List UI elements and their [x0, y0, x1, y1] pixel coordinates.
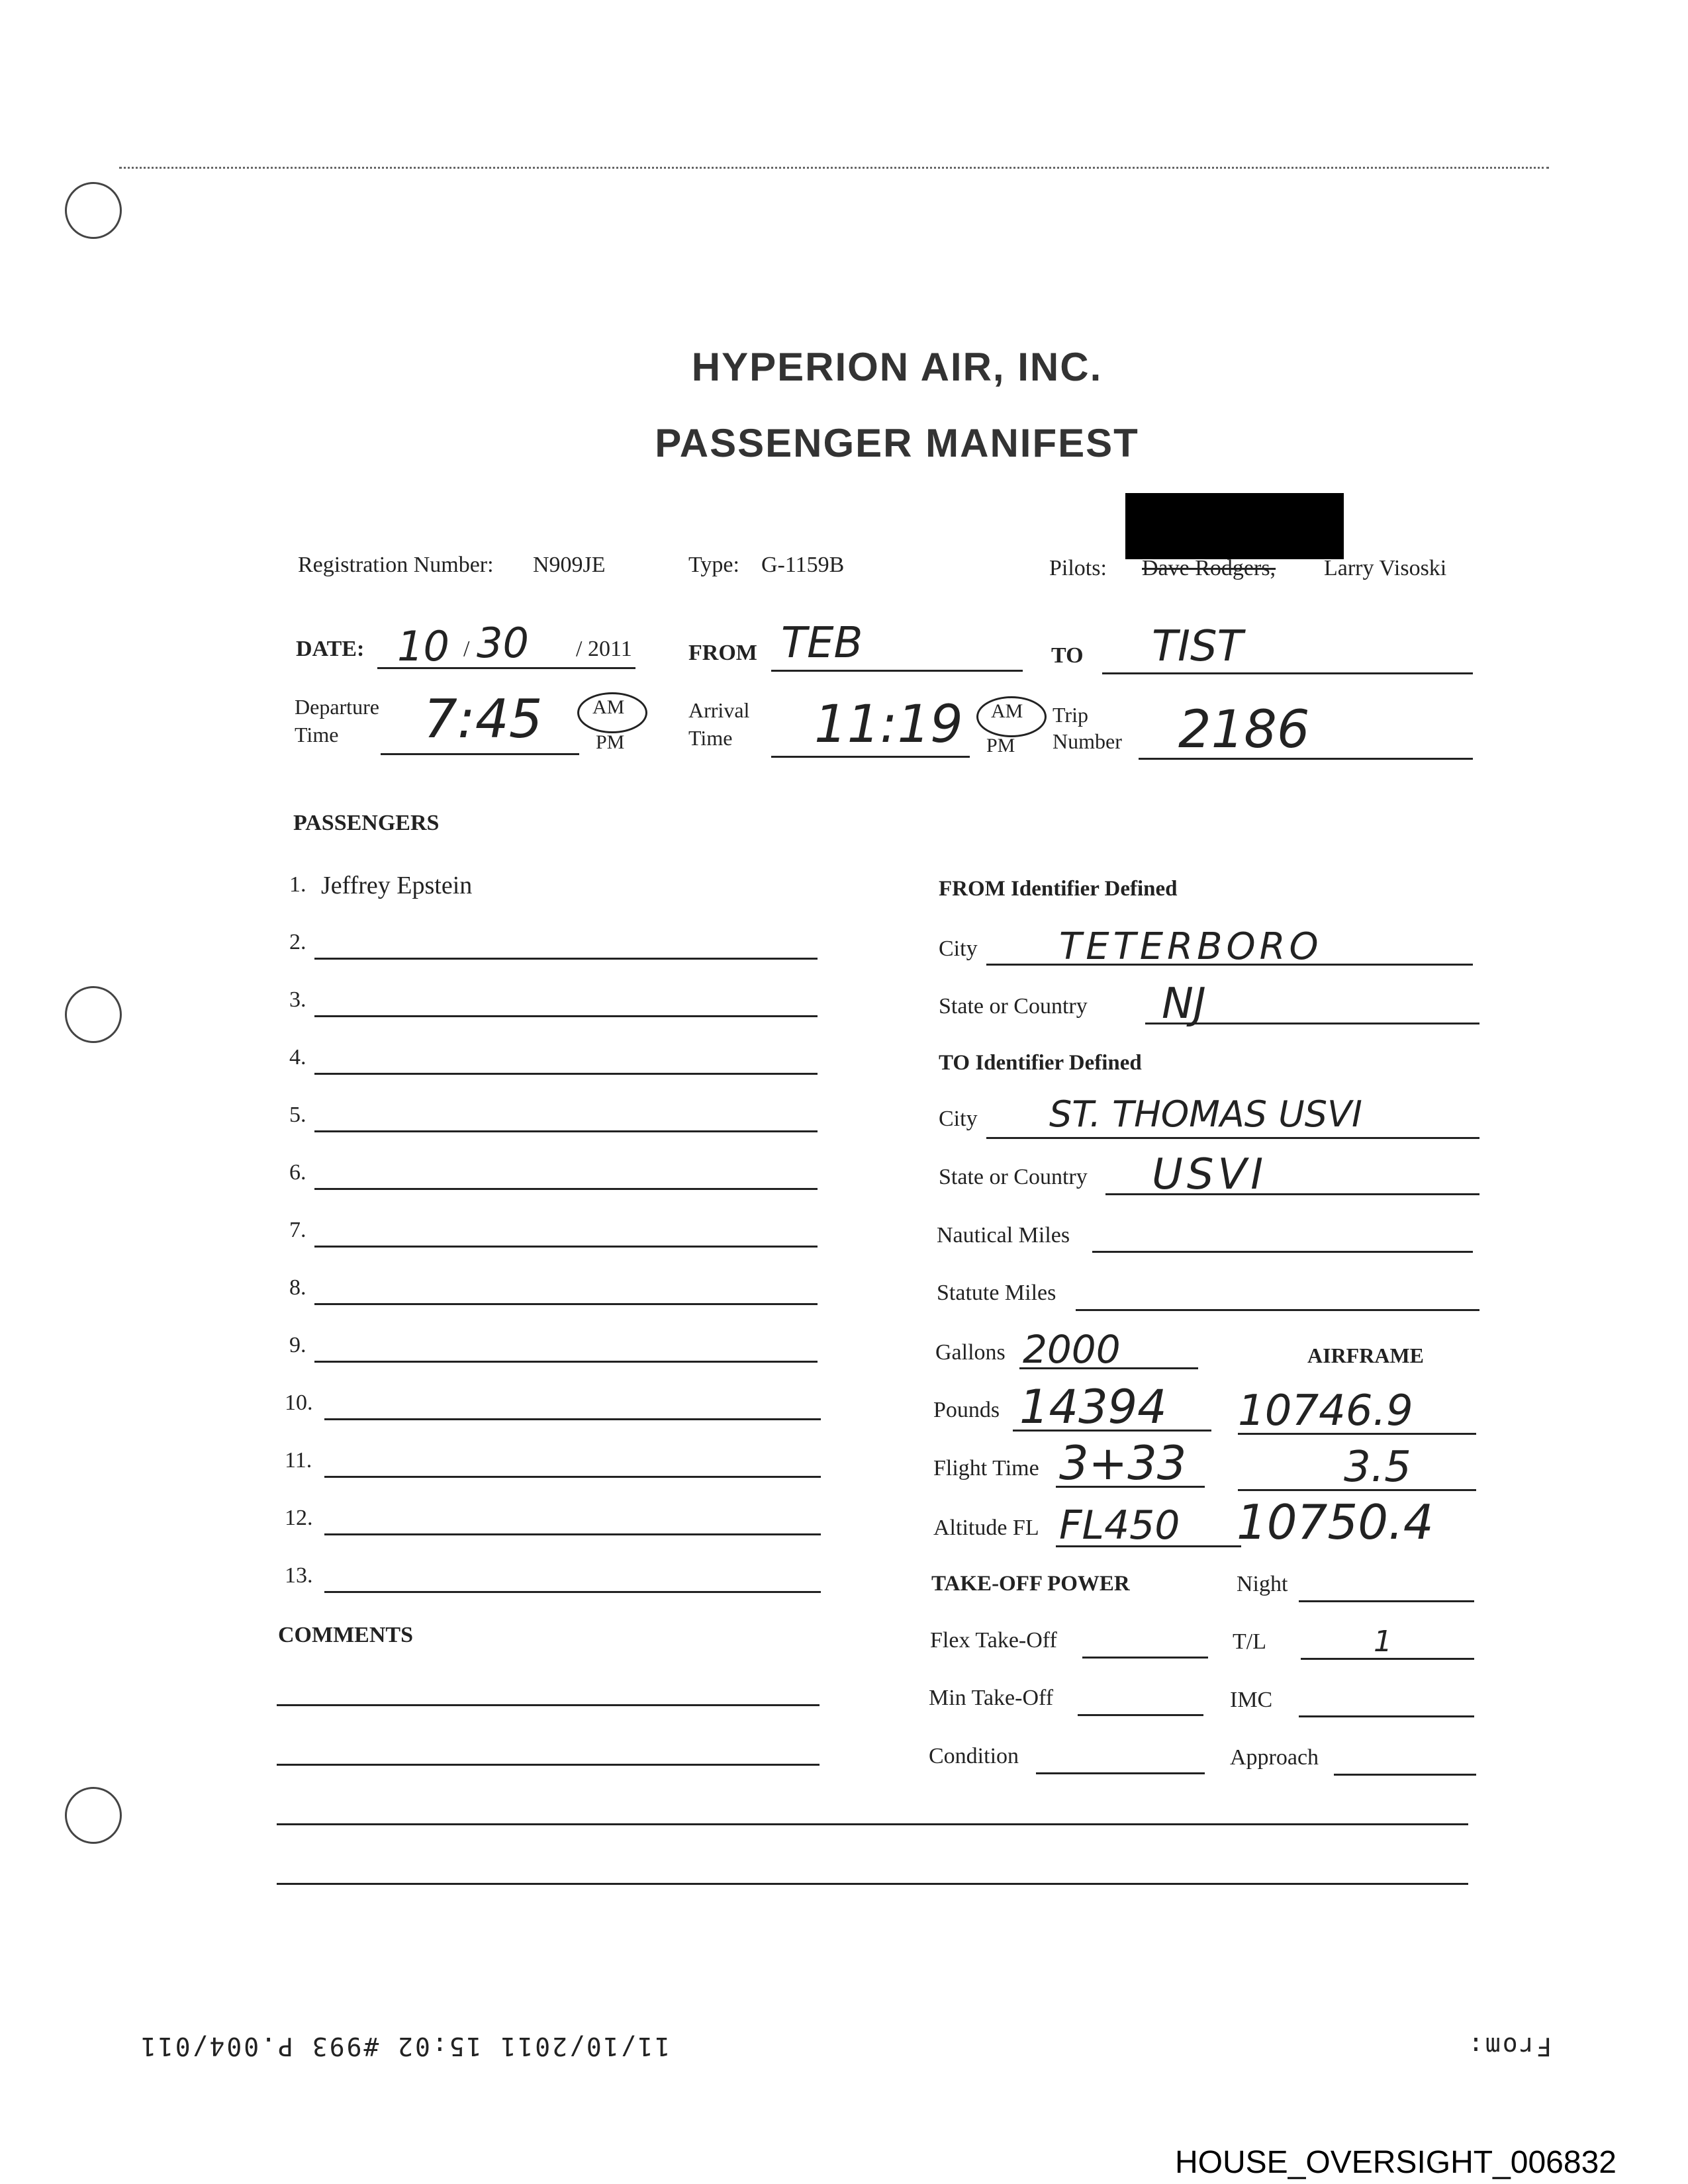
punch-hole-middle: [65, 986, 122, 1043]
passenger-number: 3.: [289, 987, 306, 1012]
arrival-am: AM: [991, 700, 1023, 722]
from-line: [771, 670, 1023, 672]
imc-line: [1299, 1715, 1474, 1717]
takeoff-power-heading: TAKE-OFF POWER: [931, 1572, 1130, 1596]
altitude-airframe: 10750.4: [1237, 1494, 1434, 1550]
company-name: HYPERION AIR, INC.: [691, 345, 1103, 389]
statute-miles-label: Statute Miles: [937, 1281, 1056, 1305]
from-identifier-heading: FROM Identifier Defined: [939, 877, 1178, 901]
passenger-name: Jeffrey Epstein: [321, 872, 473, 899]
passenger-number: 5.: [289, 1103, 306, 1127]
flex-takeoff-label: Flex Take-Off: [930, 1628, 1057, 1653]
from-state-value: NJ: [1162, 979, 1206, 1028]
trip-line: [1139, 758, 1473, 760]
date-sep2: /: [576, 637, 583, 661]
nautical-miles-label: Nautical Miles: [937, 1223, 1070, 1248]
pounds-label: Pounds: [933, 1398, 1000, 1422]
comments-line-2: [277, 1764, 820, 1766]
passengers-heading: PASSENGERS: [293, 811, 440, 835]
from-state-line: [1145, 1023, 1479, 1024]
flight-time-airframe: 3.5: [1344, 1443, 1411, 1492]
flight-time-label: Flight Time: [933, 1456, 1039, 1480]
comments-line-4: [277, 1883, 1468, 1885]
from-city-label: City: [939, 936, 978, 961]
passenger-number: 10.: [285, 1390, 313, 1415]
registration-value: N909JE: [533, 553, 606, 577]
condition-label: Condition: [929, 1744, 1019, 1768]
altitude-label: Altitude FL: [933, 1516, 1039, 1540]
flex-takeoff-line: [1082, 1657, 1208, 1659]
to-state-value: USVI: [1152, 1150, 1268, 1199]
airframe-heading: AIRFRAME: [1307, 1343, 1424, 1367]
approach-line: [1334, 1774, 1476, 1776]
departure-label-time: Time: [295, 723, 339, 747]
flight-time-airframe-line: [1238, 1489, 1476, 1491]
to-city-label: City: [939, 1107, 978, 1131]
date-sep1: /: [463, 637, 470, 661]
flight-time-value: 3+33: [1059, 1436, 1187, 1490]
departure-label: Departure: [295, 695, 379, 719]
redaction-box: [1125, 493, 1344, 559]
to-city-value: ST. THOMAS USVI: [1049, 1093, 1362, 1135]
imc-label: IMC: [1230, 1688, 1273, 1712]
departure-am: AM: [592, 696, 625, 718]
comments-heading: COMMENTS: [278, 1623, 413, 1647]
pounds-line: [1013, 1430, 1211, 1432]
arrival-line: [771, 756, 970, 758]
passenger-line: [314, 1015, 818, 1017]
flight-time-line: [1056, 1486, 1205, 1488]
pilots-struck-name: Dave Rodgers,: [1142, 556, 1276, 580]
passenger-line: [314, 1303, 818, 1305]
pilots-label: Pilots:: [1049, 556, 1107, 580]
condition-line: [1036, 1772, 1205, 1774]
from-value: TEB: [781, 619, 863, 668]
passenger-number: 11.: [285, 1448, 312, 1473]
statute-miles-line: [1076, 1309, 1479, 1311]
from-label: FROM: [688, 641, 757, 665]
min-takeoff-label: Min Take-Off: [929, 1686, 1054, 1710]
nautical-miles-line: [1092, 1251, 1473, 1253]
date-day: 30: [477, 619, 529, 667]
comments-line-1: [277, 1704, 820, 1706]
to-state-label: State or Country: [939, 1165, 1088, 1189]
departure-value: 7:45: [424, 688, 543, 750]
passenger-number: 8.: [289, 1275, 306, 1300]
arrival-label: Arrival: [688, 698, 750, 722]
to-city-line: [986, 1137, 1479, 1139]
altitude-line: [1056, 1545, 1241, 1547]
passenger-line: [314, 1188, 818, 1190]
trip-value: 2186: [1178, 700, 1310, 760]
passenger-line: [314, 1246, 818, 1248]
passenger-number: 9.: [289, 1333, 306, 1357]
passenger-line: [314, 958, 818, 960]
to-line: [1102, 672, 1473, 674]
trip-label: Trip: [1053, 703, 1088, 727]
passenger-number: 6.: [289, 1160, 306, 1185]
fax-from-text: From:: [1466, 2032, 1552, 2061]
type-value: G-1159B: [761, 553, 845, 577]
passenger-line: [324, 1476, 821, 1478]
passenger-line: [314, 1361, 818, 1363]
passenger-number: 1.: [289, 872, 306, 897]
night-label: Night: [1237, 1572, 1288, 1596]
comments-line-3: [277, 1823, 1468, 1825]
passenger-number: 4.: [289, 1045, 306, 1069]
date-label: DATE:: [296, 637, 365, 661]
night-line: [1299, 1600, 1474, 1602]
passenger-line: [324, 1533, 821, 1535]
arrival-label-time: Time: [688, 726, 733, 750]
to-value: TIST: [1152, 622, 1243, 671]
min-takeoff-line: [1078, 1714, 1203, 1716]
passenger-number: 2.: [289, 930, 306, 954]
tl-label: T/L: [1233, 1629, 1266, 1654]
passenger-number: 7.: [289, 1218, 306, 1242]
gallons-value: 2000: [1023, 1327, 1121, 1372]
trip-label-number: Number: [1053, 729, 1122, 753]
passenger-line: [314, 1130, 818, 1132]
arrival-pm: PM: [986, 735, 1015, 756]
passenger-line: [324, 1418, 821, 1420]
passenger-number: 13.: [285, 1563, 313, 1588]
gallons-label: Gallons: [935, 1340, 1006, 1365]
pounds-value: 14394: [1019, 1380, 1167, 1434]
departure-line: [381, 753, 579, 755]
date-line: [377, 667, 635, 669]
departure-pm: PM: [596, 731, 625, 753]
altitude-value: FL450: [1059, 1502, 1180, 1549]
top-scan-line: [119, 167, 1549, 169]
to-identifier-heading: TO Identifier Defined: [939, 1051, 1142, 1075]
from-city-line: [986, 964, 1473, 966]
passenger-number: 12.: [285, 1506, 313, 1530]
approach-label: Approach: [1230, 1745, 1319, 1770]
pilots-value: Larry Visoski: [1324, 556, 1447, 580]
arrival-value: 11:19: [814, 695, 963, 754]
punch-hole-top: [65, 182, 122, 239]
date-month: 10: [397, 622, 449, 670]
page-title: PASSENGER MANIFEST: [655, 421, 1139, 465]
fax-header-text: 11/10/2011 15:02 #993 P.004/011: [139, 2032, 671, 2061]
type-label: Type:: [688, 553, 739, 577]
registration-label: Registration Number:: [298, 553, 494, 577]
from-city-value: TETERBORO: [1059, 925, 1323, 968]
passenger-line: [314, 1073, 818, 1075]
gallons-line: [1019, 1367, 1198, 1369]
to-state-line: [1105, 1193, 1479, 1195]
tl-line: [1301, 1658, 1474, 1660]
tl-value: 1: [1374, 1625, 1392, 1659]
pounds-airframe: 10746.9: [1238, 1387, 1413, 1435]
passenger-line: [324, 1591, 821, 1593]
date-year: 2011: [588, 637, 632, 661]
from-state-label: State or Country: [939, 994, 1088, 1019]
bates-number: HOUSE_OVERSIGHT_006832: [1175, 2145, 1617, 2180]
punch-hole-bottom: [65, 1787, 122, 1844]
to-label: TO: [1051, 643, 1084, 668]
pounds-airframe-line: [1238, 1433, 1476, 1435]
